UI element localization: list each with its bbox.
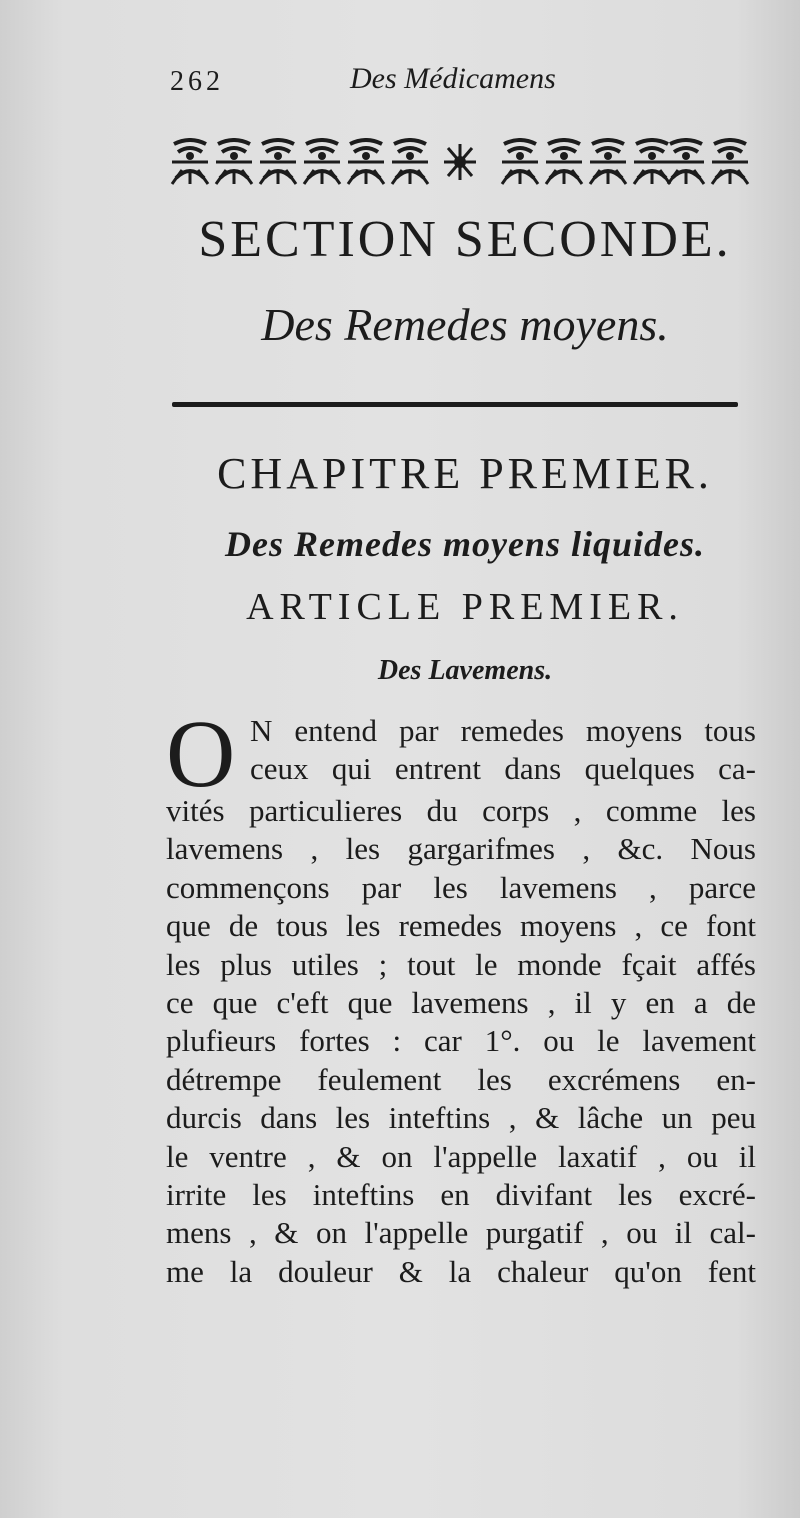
body-paragraph [166, 700, 756, 1291]
text-line: ce que c'eft que lavemens , il y en a de [166, 984, 756, 1020]
text-line: que de tous les remedes moyens , ce font [166, 908, 756, 944]
chapter-subtitle: Des Remedes moyens liquides. [225, 524, 705, 564]
text-line: N entend par remedes moyens tous [250, 713, 756, 748]
text-line: mens , & on l'appelle purgatif , ou il cal- [166, 1215, 756, 1251]
text-line: lavemens , les gargarifmes , &c. Nous [166, 831, 756, 867]
text-line: plufieurs fortes : car 1°. ou le lavement [166, 1023, 756, 1059]
text-line: commençons par les lavemens , parce [166, 869, 756, 905]
running-title: Des Médicamens [350, 62, 556, 95]
section-subtitle: Des Remedes moyens. [261, 299, 669, 350]
chapter-title: CHAPITRE PREMIER. [217, 449, 713, 498]
text-line: vités particulieres du corps , comme les [166, 793, 756, 828]
text-line: détrempe feulement les excrémens en- [166, 1061, 756, 1097]
article-title: ARTICLE PREMIER. [246, 586, 684, 628]
text-line: ceux qui entrent dans quelques ca- [250, 751, 756, 787]
decorative-headband [170, 138, 752, 188]
text-line: me la douleur & la chaleur qu'on fent [166, 1253, 756, 1289]
text-line: le ventre , & on l'appelle laxatif , ou il [166, 1138, 756, 1174]
section-title: SECTION SECONDE. [198, 211, 732, 268]
text-line: durcis dans les inteftins , & lâche un peu [166, 1100, 756, 1136]
text-line: les plus utiles ; tout le monde fçait affés [166, 946, 756, 982]
text-line: irrite les inteftins en divifant les excré- [166, 1176, 756, 1212]
divider-rule [172, 402, 738, 407]
article-subtitle: Des Lavemens. [377, 655, 553, 686]
running-header [170, 62, 750, 102]
drop-cap: O [166, 700, 236, 807]
page-number: 262 [170, 66, 224, 97]
